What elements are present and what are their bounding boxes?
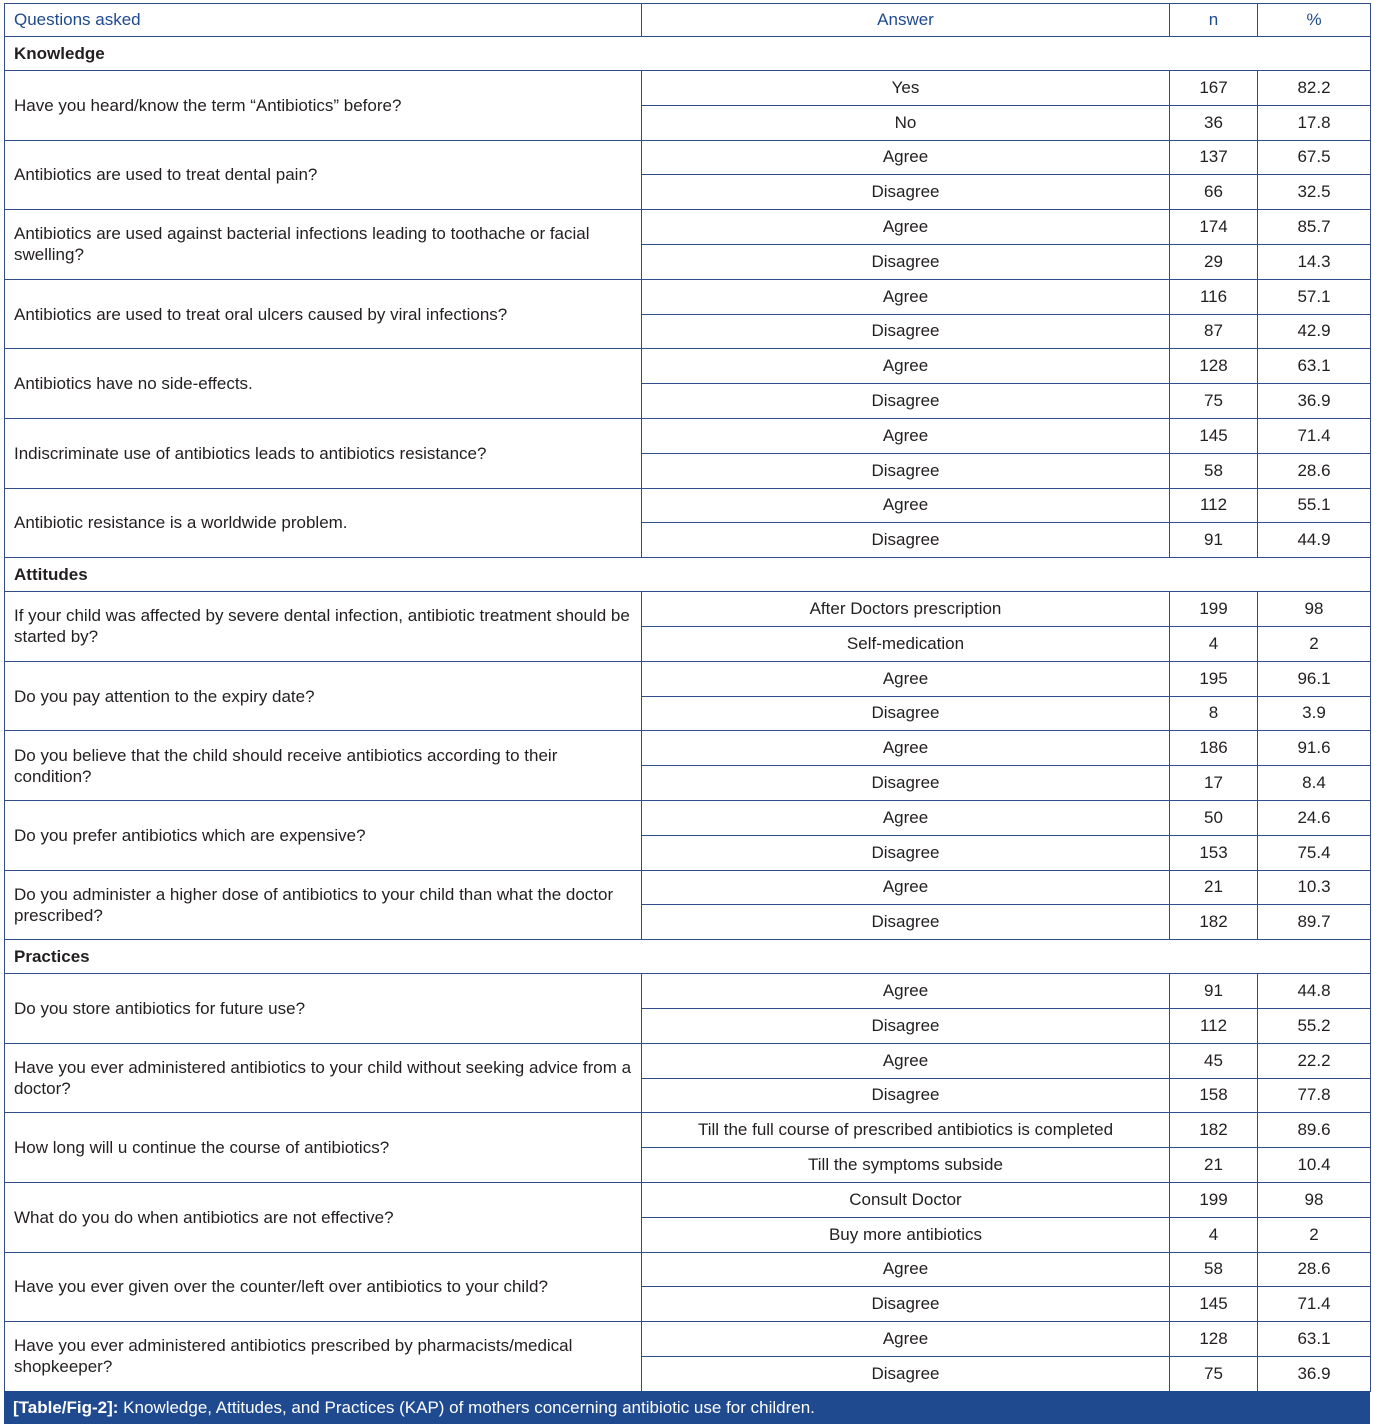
question-cell: Antibiotic resistance is a worldwide problem. (5, 488, 642, 558)
count-cell: 199 (1170, 592, 1258, 627)
count-cell: 91 (1170, 523, 1258, 558)
header-row (5, 4, 1371, 37)
answer-cell: Agree (642, 210, 1170, 245)
answer-cell: Disagree (642, 314, 1170, 349)
question-cell: Do you store antibiotics for future use? (5, 974, 642, 1044)
table-body (5, 37, 1371, 1392)
percent-cell: 55.2 (1258, 1008, 1371, 1043)
percent-cell: 91.6 (1258, 731, 1371, 766)
answer-cell: Disagree (642, 766, 1170, 801)
section-title: Knowledge (5, 37, 1371, 71)
count-cell: 66 (1170, 175, 1258, 210)
answer-cell: Yes (642, 71, 1170, 106)
question-cell: Do you prefer antibiotics which are expensive? (5, 800, 642, 870)
percent-cell: 32.5 (1258, 175, 1371, 210)
answer-cell: Agree (642, 279, 1170, 314)
answer-cell: Agree (642, 1043, 1170, 1078)
answer-cell: Till the full course of prescribed antibiotics is completed (642, 1113, 1170, 1148)
answer-cell: Disagree (642, 1356, 1170, 1391)
percent-cell: 98 (1258, 592, 1371, 627)
percent-cell: 96.1 (1258, 661, 1371, 696)
answer-cell: Self-medication (642, 626, 1170, 661)
question-cell: Have you ever administered antibiotics prescribed by pharmacists/medical shopkeeper? (5, 1322, 642, 1392)
count-cell: 112 (1170, 488, 1258, 523)
table-row (5, 1113, 1371, 1148)
answer-cell: Disagree (642, 905, 1170, 940)
count-cell: 116 (1170, 279, 1258, 314)
answer-cell: Disagree (642, 453, 1170, 488)
answer-cell: Agree (642, 1252, 1170, 1287)
count-cell: 45 (1170, 1043, 1258, 1078)
percent-cell: 42.9 (1258, 314, 1371, 349)
percent-cell: 36.9 (1258, 1356, 1371, 1391)
section-row (5, 940, 1371, 974)
table-row (5, 418, 1371, 453)
count-cell: 36 (1170, 105, 1258, 140)
percent-cell: 8.4 (1258, 766, 1371, 801)
answer-cell: After Doctors prescription (642, 592, 1170, 627)
caption-tag: [Table/Fig-2]: (13, 1398, 119, 1417)
count-cell: 21 (1170, 1148, 1258, 1183)
percent-cell: 71.4 (1258, 418, 1371, 453)
percent-cell: 77.8 (1258, 1078, 1371, 1113)
figure-caption (4, 1391, 1370, 1424)
count-cell: 137 (1170, 140, 1258, 175)
percent-cell: 44.9 (1258, 523, 1371, 558)
percent-cell: 82.2 (1258, 71, 1371, 106)
table-row (5, 870, 1371, 905)
answer-cell: Consult Doctor (642, 1182, 1170, 1217)
percent-cell: 28.6 (1258, 453, 1371, 488)
percent-cell: 63.1 (1258, 349, 1371, 384)
count-cell: 182 (1170, 905, 1258, 940)
table-row (5, 974, 1371, 1009)
percent-cell: 67.5 (1258, 140, 1371, 175)
answer-cell: Disagree (642, 835, 1170, 870)
count-cell: 174 (1170, 210, 1258, 245)
question-cell: How long will u continue the course of antibiotics? (5, 1113, 642, 1183)
section-row (5, 558, 1371, 592)
answer-cell: Agree (642, 661, 1170, 696)
table-row (5, 1252, 1371, 1287)
count-cell: 186 (1170, 731, 1258, 766)
answer-cell: Disagree (642, 523, 1170, 558)
answer-cell: Till the symptoms subside (642, 1148, 1170, 1183)
count-cell: 91 (1170, 974, 1258, 1009)
count-cell: 158 (1170, 1078, 1258, 1113)
answer-cell: Disagree (642, 175, 1170, 210)
count-cell: 58 (1170, 453, 1258, 488)
percent-cell: 71.4 (1258, 1287, 1371, 1322)
answer-cell: Agree (642, 349, 1170, 384)
question-cell: Have you ever given over the counter/left over antibiotics to your child? (5, 1252, 642, 1322)
count-cell: 199 (1170, 1182, 1258, 1217)
percent-cell: 14.3 (1258, 244, 1371, 279)
percent-cell: 10.4 (1258, 1148, 1371, 1183)
question-cell: If your child was affected by severe dental infection, antibiotic treatment should be started by? (5, 592, 642, 662)
question-cell: Indiscriminate use of antibiotics leads to antibiotics resistance? (5, 418, 642, 488)
percent-cell: 17.8 (1258, 105, 1371, 140)
header-questions: Questions asked (5, 4, 642, 37)
count-cell: 87 (1170, 314, 1258, 349)
table-row (5, 71, 1371, 106)
question-cell: Antibiotics are used to treat oral ulcers caused by viral infections? (5, 279, 642, 349)
section-title: Practices (5, 940, 1371, 974)
count-cell: 112 (1170, 1008, 1258, 1043)
percent-cell: 2 (1258, 1217, 1371, 1252)
table-row (5, 349, 1371, 384)
section-title: Attitudes (5, 558, 1371, 592)
answer-cell: Disagree (642, 384, 1170, 419)
count-cell: 21 (1170, 870, 1258, 905)
answer-cell: Agree (642, 488, 1170, 523)
answer-cell: Agree (642, 974, 1170, 1009)
percent-cell: 98 (1258, 1182, 1371, 1217)
count-cell: 167 (1170, 71, 1258, 106)
table-row (5, 800, 1371, 835)
table-row (5, 210, 1371, 245)
answer-cell: Disagree (642, 1078, 1170, 1113)
percent-cell: 2 (1258, 626, 1371, 661)
answer-cell: No (642, 105, 1170, 140)
count-cell: 75 (1170, 384, 1258, 419)
table-row (5, 592, 1371, 627)
question-cell: Do you pay attention to the expiry date? (5, 661, 642, 731)
percent-cell: 28.6 (1258, 1252, 1371, 1287)
section-row (5, 37, 1371, 71)
percent-cell: 24.6 (1258, 800, 1371, 835)
percent-cell: 63.1 (1258, 1322, 1371, 1357)
question-cell: Have you heard/know the term “Antibiotics” before? (5, 71, 642, 141)
percent-cell: 55.1 (1258, 488, 1371, 523)
answer-cell: Agree (642, 800, 1170, 835)
table-row (5, 1182, 1371, 1217)
header-n: n (1170, 4, 1258, 37)
header-answer: Answer (642, 4, 1170, 37)
percent-cell: 44.8 (1258, 974, 1371, 1009)
count-cell: 58 (1170, 1252, 1258, 1287)
answer-cell: Agree (642, 731, 1170, 766)
answer-cell: Disagree (642, 1008, 1170, 1043)
question-cell: Antibiotics have no side-effects. (5, 349, 642, 419)
header-percent: % (1258, 4, 1371, 37)
count-cell: 195 (1170, 661, 1258, 696)
answer-cell: Disagree (642, 1287, 1170, 1322)
question-cell: What do you do when antibiotics are not effective? (5, 1182, 642, 1252)
count-cell: 128 (1170, 349, 1258, 384)
count-cell: 50 (1170, 800, 1258, 835)
kap-table (4, 3, 1371, 1392)
count-cell: 128 (1170, 1322, 1258, 1357)
count-cell: 182 (1170, 1113, 1258, 1148)
percent-cell: 57.1 (1258, 279, 1371, 314)
percent-cell: 89.7 (1258, 905, 1371, 940)
count-cell: 8 (1170, 696, 1258, 731)
count-cell: 29 (1170, 244, 1258, 279)
table-row (5, 1043, 1371, 1078)
answer-cell: Buy more antibiotics (642, 1217, 1170, 1252)
question-cell: Antibiotics are used against bacterial infections leading to toothache or facial swelling? (5, 210, 642, 280)
percent-cell: 22.2 (1258, 1043, 1371, 1078)
percent-cell: 89.6 (1258, 1113, 1371, 1148)
percent-cell: 75.4 (1258, 835, 1371, 870)
table-row (5, 488, 1371, 523)
table-row (5, 661, 1371, 696)
answer-cell: Disagree (642, 244, 1170, 279)
percent-cell: 3.9 (1258, 696, 1371, 731)
count-cell: 145 (1170, 1287, 1258, 1322)
percent-cell: 85.7 (1258, 210, 1371, 245)
question-cell: Antibiotics are used to treat dental pain? (5, 140, 642, 210)
count-cell: 4 (1170, 626, 1258, 661)
question-cell: Do you believe that the child should receive antibiotics according to their condition? (5, 731, 642, 801)
table-row (5, 140, 1371, 175)
table-row (5, 731, 1371, 766)
question-cell: Have you ever administered antibiotics to your child without seeking advice from a doctor? (5, 1043, 642, 1113)
answer-cell: Agree (642, 140, 1170, 175)
table-row (5, 279, 1371, 314)
caption-text: Knowledge, Attitudes, and Practices (KAP) of mothers concerning antibiotic use for children. (118, 1398, 815, 1417)
question-cell: Do you administer a higher dose of antibiotics to your child than what the doctor prescribed? (5, 870, 642, 940)
percent-cell: 36.9 (1258, 384, 1371, 419)
answer-cell: Agree (642, 870, 1170, 905)
count-cell: 153 (1170, 835, 1258, 870)
count-cell: 145 (1170, 418, 1258, 453)
answer-cell: Agree (642, 418, 1170, 453)
answer-cell: Agree (642, 1322, 1170, 1357)
count-cell: 17 (1170, 766, 1258, 801)
percent-cell: 10.3 (1258, 870, 1371, 905)
table-row (5, 1322, 1371, 1357)
count-cell: 75 (1170, 1356, 1258, 1391)
answer-cell: Disagree (642, 696, 1170, 731)
count-cell: 4 (1170, 1217, 1258, 1252)
